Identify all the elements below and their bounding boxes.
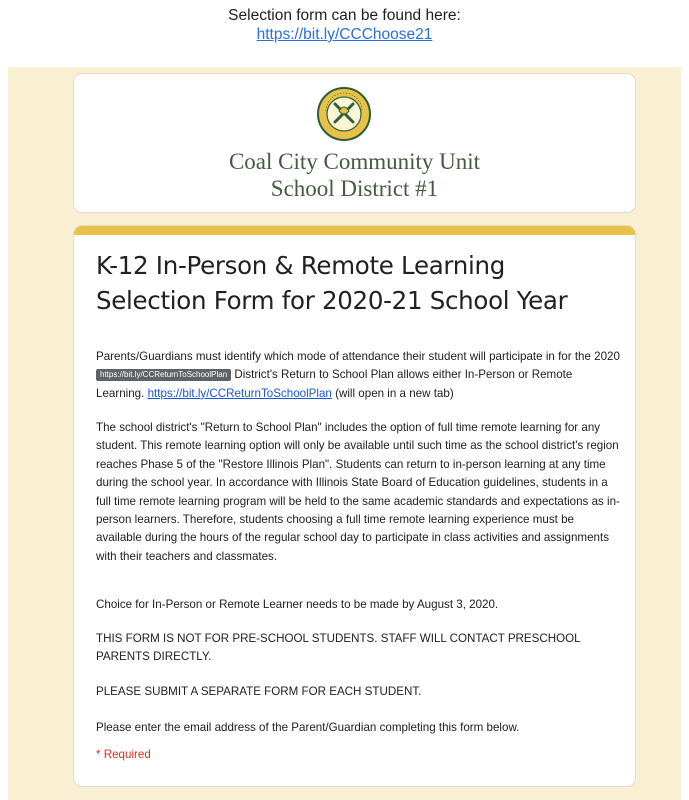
description-paragraph-5: PLEASE SUBMIT A SEPARATE FORM FOR EACH STUDENT.	[96, 685, 422, 698]
description-text: Parents/Guardians must identify which mode of attendance their student will participate in for the 2020	[96, 350, 620, 363]
description-paragraph-1	[96, 348, 620, 403]
link-tooltip: https://bit.ly/CCReturnToSchoolPlan	[96, 369, 231, 381]
form-title: K-12 In-Person & Remote Learning Selection Form for 2020-21 School Year	[96, 251, 568, 315]
header-card	[73, 73, 636, 213]
top-note	[0, 6, 689, 44]
return-to-school-plan-link[interactable]: https://bit.ly/CCReturnToSchoolPlan	[147, 386, 332, 400]
required-indicator: * Required	[96, 748, 151, 761]
selection-form-link[interactable]: https://bit.ly/CCChoose21	[256, 26, 433, 43]
coal-city-seal-icon	[317, 87, 371, 141]
description-paragraph-2: The school district's "Return to School Plan" includes the option of full time remote learning for any student. This remote learning option will only be available until such time as the school district's region reaches Phase 5 of the "Restore Illinois Plan". Students can return to in-person learning at any time during the school year. In accordance with Illinois State Board of Education guidelines, students in a full time remote learning program will be held to the same academic standards and expectations as in-person learners. Therefore, students choosing a full time remote learning experience must be available during the hours of the regular school day to participate in class activities and assignments with their teachers and classmates.	[96, 421, 620, 563]
district-name-line2: School District #1	[270, 176, 439, 201]
description-paragraph-3: Choice for In-Person or Remote Learner needs to be made by August 3, 2020.	[96, 598, 499, 611]
description-text: District's Return to School Plan allows either In-Person or Remote Learning.	[96, 368, 573, 400]
description-paragraph-4: THIS FORM IS NOT FOR PRE-SCHOOL STUDENTS. STAFF WILL CONTACT PRESCHOOL PARENTS DIRECTLY.	[96, 632, 581, 664]
form-card	[73, 225, 636, 787]
description-text: (will open in a new tab)	[331, 386, 454, 400]
top-note-text: Selection form can be found here:	[228, 7, 461, 24]
district-name-line1: Coal City Community Unit	[228, 149, 481, 174]
description-paragraph-6: Please enter the email address of the Parent/Guardian completing this form below.	[96, 721, 520, 734]
district-name	[74, 148, 635, 202]
form-accent-stripe	[74, 226, 635, 235]
